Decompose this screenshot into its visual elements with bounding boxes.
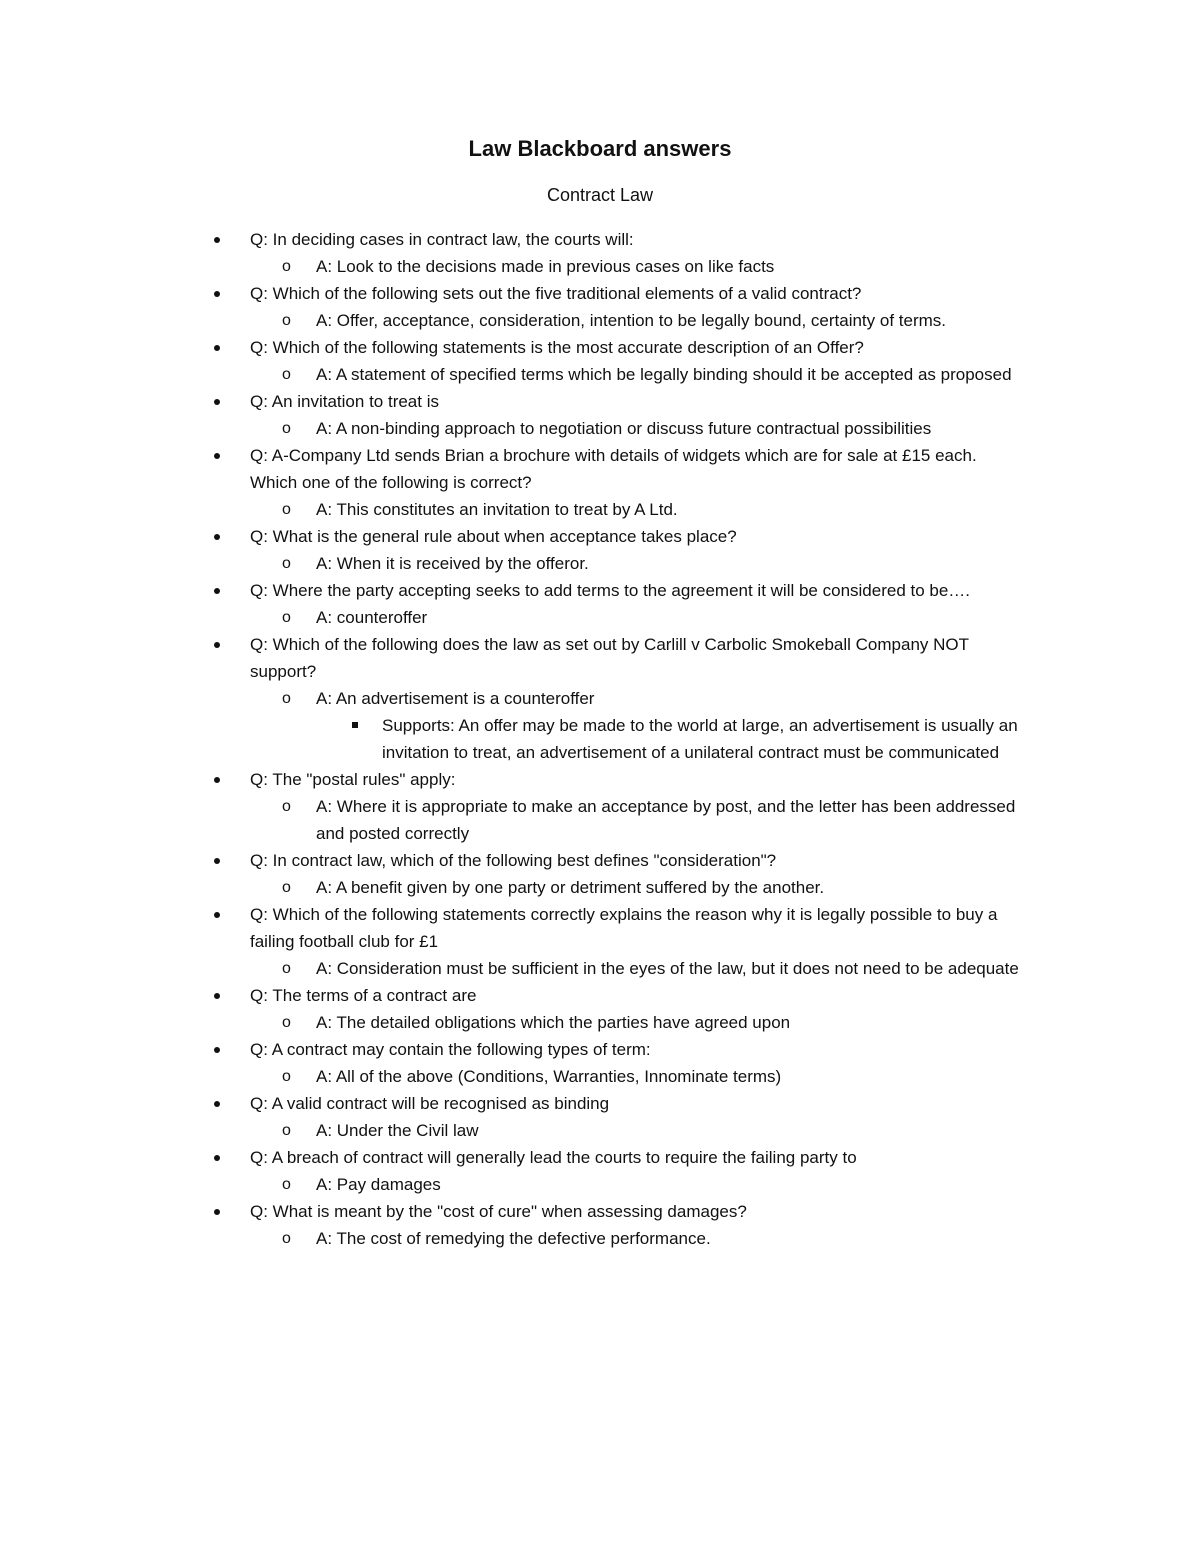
qa-item <box>250 280 1020 334</box>
answer-item <box>282 1171 1020 1198</box>
hollow-bullet-icon: o <box>282 1068 291 1085</box>
qa-item <box>250 442 1020 523</box>
hollow-bullet-icon: o <box>282 366 291 383</box>
answer-item <box>282 1009 1020 1036</box>
question-text: Q: What is meant by the "cost of cure" when assessing damages? <box>250 1202 747 1221</box>
question-text: Q: A breach of contract will generally lead the courts to require the failing party to <box>250 1148 857 1167</box>
hollow-bullet-icon: o <box>282 312 291 329</box>
qa-item <box>250 523 1020 577</box>
answer-item <box>282 793 1020 847</box>
qa-list <box>250 226 1020 1252</box>
answer-item <box>282 955 1020 982</box>
bullet-icon <box>214 345 220 351</box>
answer-text: A: Where it is appropriate to make an acceptance by post, and the letter has been addressed and posted correctly <box>316 797 1016 843</box>
bullet-icon <box>214 912 220 918</box>
hollow-bullet-icon: o <box>282 798 291 815</box>
answer-text: A: An advertisement is a counteroffer <box>316 689 595 708</box>
bullet-icon <box>214 642 220 648</box>
hollow-bullet-icon: o <box>282 960 291 977</box>
qa-item <box>250 226 1020 280</box>
question-text: Q: In contract law, which of the following best defines "consideration"? <box>250 851 777 870</box>
hollow-bullet-icon: o <box>282 1014 291 1031</box>
support-text: Supports: An offer may be made to the world at large, an advertisement is usually an invitation to treat, an advertisement of a unilateral contract must be communicated <box>382 716 1018 762</box>
bullet-icon <box>214 453 220 459</box>
hollow-bullet-icon: o <box>282 555 291 572</box>
answer-text: A: All of the above (Conditions, Warranties, Innominate terms) <box>316 1067 782 1086</box>
answer-text: A: A non-binding approach to negotiation or discuss future contractual possibilities <box>316 419 932 438</box>
hollow-bullet-icon: o <box>282 501 291 518</box>
qa-item <box>250 982 1020 1036</box>
bullet-icon <box>214 993 220 999</box>
hollow-bullet-icon: o <box>282 258 291 275</box>
answer-text: A: When it is received by the offeror. <box>316 554 589 573</box>
answer-item <box>282 253 1020 280</box>
document-title: Law Blackboard answers <box>468 136 732 161</box>
hollow-bullet-icon: o <box>282 609 291 626</box>
question-text: Q: A-Company Ltd sends Brian a brochure with details of widgets which are for sale at £15 each. Which one of the following is correct? <box>250 446 977 492</box>
question-text: Q: The "postal rules" apply: <box>250 770 456 789</box>
answer-text: A: This constitutes an invitation to treat by A Ltd. <box>316 500 678 519</box>
answer-text: A: Consideration must be sufficient in the eyes of the law, but it does not need to be adequate <box>316 959 1019 978</box>
qa-item <box>250 577 1020 631</box>
bullet-icon <box>214 1209 220 1215</box>
answer-item <box>282 874 1020 901</box>
question-text: Q: Which of the following sets out the five traditional elements of a valid contract? <box>250 284 862 303</box>
qa-item <box>250 1144 1020 1198</box>
bullet-icon <box>214 237 220 243</box>
qa-item <box>250 901 1020 982</box>
bullet-icon <box>214 777 220 783</box>
answer-item <box>282 550 1020 577</box>
hollow-bullet-icon: o <box>282 420 291 437</box>
question-text: Q: Where the party accepting seeks to add terms to the agreement it will be considered to be…. <box>250 581 971 600</box>
answer-text: A: Under the Civil law <box>316 1121 479 1140</box>
answer-item <box>282 307 1020 334</box>
hollow-bullet-icon: o <box>282 879 291 896</box>
qa-item <box>250 1090 1020 1144</box>
question-text: Q: An invitation to treat is <box>250 392 439 411</box>
answer-text: A: The cost of remedying the defective performance. <box>316 1229 711 1248</box>
answer-item <box>282 1225 1020 1252</box>
answer-text: A: counteroffer <box>316 608 428 627</box>
question-text: Q: A contract may contain the following types of term: <box>250 1040 651 1059</box>
square-bullet-icon <box>352 722 358 728</box>
bullet-icon <box>214 1155 220 1161</box>
question-text: Q: Which of the following does the law as set out by Carlill v Carbolic Smokeball Company NOT support? <box>250 635 969 681</box>
bullet-icon <box>214 588 220 594</box>
bullet-icon <box>214 1047 220 1053</box>
answer-item <box>282 1117 1020 1144</box>
hollow-bullet-icon: o <box>282 1176 291 1193</box>
hollow-bullet-icon: o <box>282 1122 291 1139</box>
answer-item <box>282 361 1020 388</box>
answer-text: A: Look to the decisions made in previous cases on like facts <box>316 257 775 276</box>
answer-item <box>282 604 1020 631</box>
question-text: Q: The terms of a contract are <box>250 986 477 1005</box>
answer-item <box>282 496 1020 523</box>
support-item <box>382 712 1020 766</box>
answer-item <box>282 685 1020 712</box>
document-subtitle: Contract Law <box>546 185 654 205</box>
hollow-bullet-icon: o <box>282 690 291 707</box>
bullet-icon <box>214 534 220 540</box>
qa-item <box>250 1036 1020 1090</box>
answer-text: A: A benefit given by one party or detriment suffered by the another. <box>316 878 825 897</box>
qa-item <box>250 388 1020 442</box>
bullet-icon <box>214 291 220 297</box>
answer-item <box>282 1063 1020 1090</box>
bullet-icon <box>214 399 220 405</box>
question-text: Q: A valid contract will be recognised as binding <box>250 1094 610 1113</box>
question-text: Q: What is the general rule about when acceptance takes place? <box>250 527 737 546</box>
answer-item <box>282 415 1020 442</box>
hollow-bullet-icon: o <box>282 1230 291 1247</box>
question-text: Q: Which of the following statements correctly explains the reason why it is legally possible to buy a failing football club for £1 <box>250 905 998 951</box>
answer-text: A: A statement of specified terms which be legally binding should it be accepted as proposed <box>316 365 1012 384</box>
bullet-icon <box>214 1101 220 1107</box>
qa-item <box>250 766 1020 847</box>
question-text: Q: Which of the following statements is the most accurate description of an Offer? <box>250 338 864 357</box>
answer-text: A: Offer, acceptance, consideration, intention to be legally bound, certainty of terms. <box>316 311 946 330</box>
answer-text: A: The detailed obligations which the parties have agreed upon <box>316 1013 791 1032</box>
qa-item <box>250 847 1020 901</box>
qa-item <box>250 1198 1020 1252</box>
qa-item <box>250 334 1020 388</box>
question-text: Q: In deciding cases in contract law, the courts will: <box>250 230 634 249</box>
bullet-icon <box>214 858 220 864</box>
answer-text: A: Pay damages <box>316 1175 441 1194</box>
qa-item <box>250 631 1020 766</box>
